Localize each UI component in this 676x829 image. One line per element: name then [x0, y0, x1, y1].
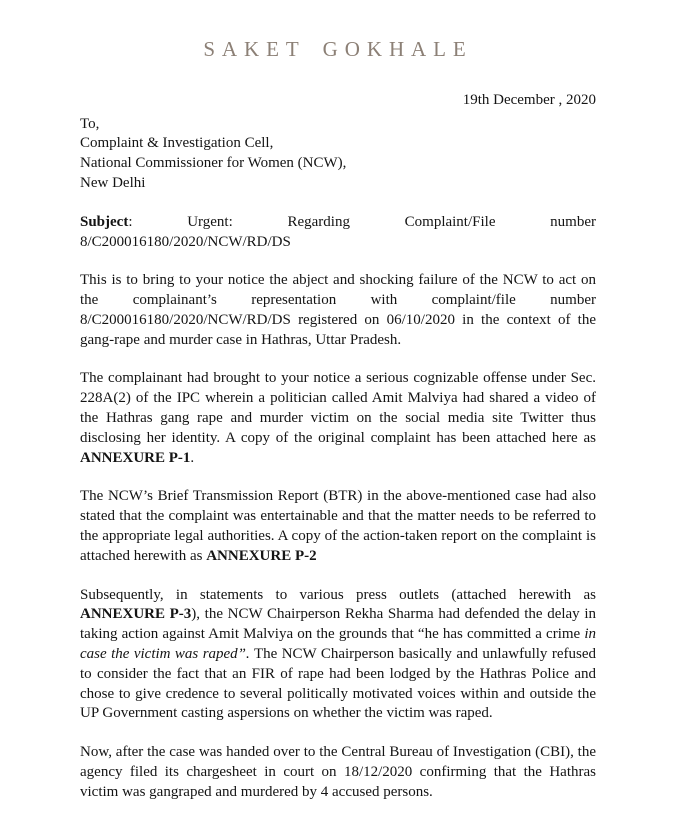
letter-date: 19th December , 2020 — [462, 91, 596, 108]
recipient-line-ncw: National Commissioner for Women (NCW), — [80, 155, 347, 172]
paragraph-2: The complainant had brought to your notice a serious cognizable offense under Sec. 228A(2) of the IPC wherein a politician called Amit Malviya had shared a video of the Hathras gang rape and murder victim on the social media site Twitter thus disclosing her identity. A copy of the original complaint has been attached here as ANNEXURE P-1. — [80, 370, 596, 466]
recipient-block — [80, 115, 596, 194]
paragraph-3: The NCW’s Brief Transmission Report (BTR) in the above-mentioned case had also stated that the complaint was entertainable and that the matter needs to be referred to the appropriate legal authorities. A copy of the action-taken report on the complaint is attached herewith as ANNEXURE P-2 — [80, 488, 596, 564]
paragraph-1: This is to bring to your notice the abject and shocking failure of the NCW to act on the complainant’s representation with complaint/file number 8/C200016180/2020/NCW/RD/DS registered on 06/10/2020 in the context of the gang-rape and murder case in Hathras, Uttar Pradesh. — [80, 272, 596, 348]
subject-line: Subject: Urgent: Regarding Complaint/File number 8/C200016180/2020/NCW/RD/DS — [80, 213, 596, 250]
recipient-line-city: New Delhi — [80, 174, 146, 191]
paragraph-5: Now, after the case was handed over to the Central Bureau of Investigation (CBI), the agency filed its chargesheet in court on 18/12/2020 confirming that the Hathras victim was gangraped and murdered by 4 accused persons. — [80, 744, 596, 800]
letterhead-name: SAKET GOKHALE — [203, 37, 473, 61]
recipient-line-to: To, — [80, 115, 100, 132]
paragraph-4: Subsequently, in statements to various press outlets (attached herewith as ANNEXURE P-3), the NCW Chairperson Rekha Sharma had defended the delay in taking action against Amit Malviya on the grounds that “he has committed a crime in case the victim was raped”. The NCW Chairperson basically and unlawfully refused to consider the fact that an FIR of rape had been lodged by the Hathras Police and chose to give credence to several politically motivated voices within and outside the UP Government casting aspersions on whether the victim was raped. — [80, 586, 596, 722]
recipient-line-cell: Complaint & Investigation Cell, — [80, 135, 274, 152]
